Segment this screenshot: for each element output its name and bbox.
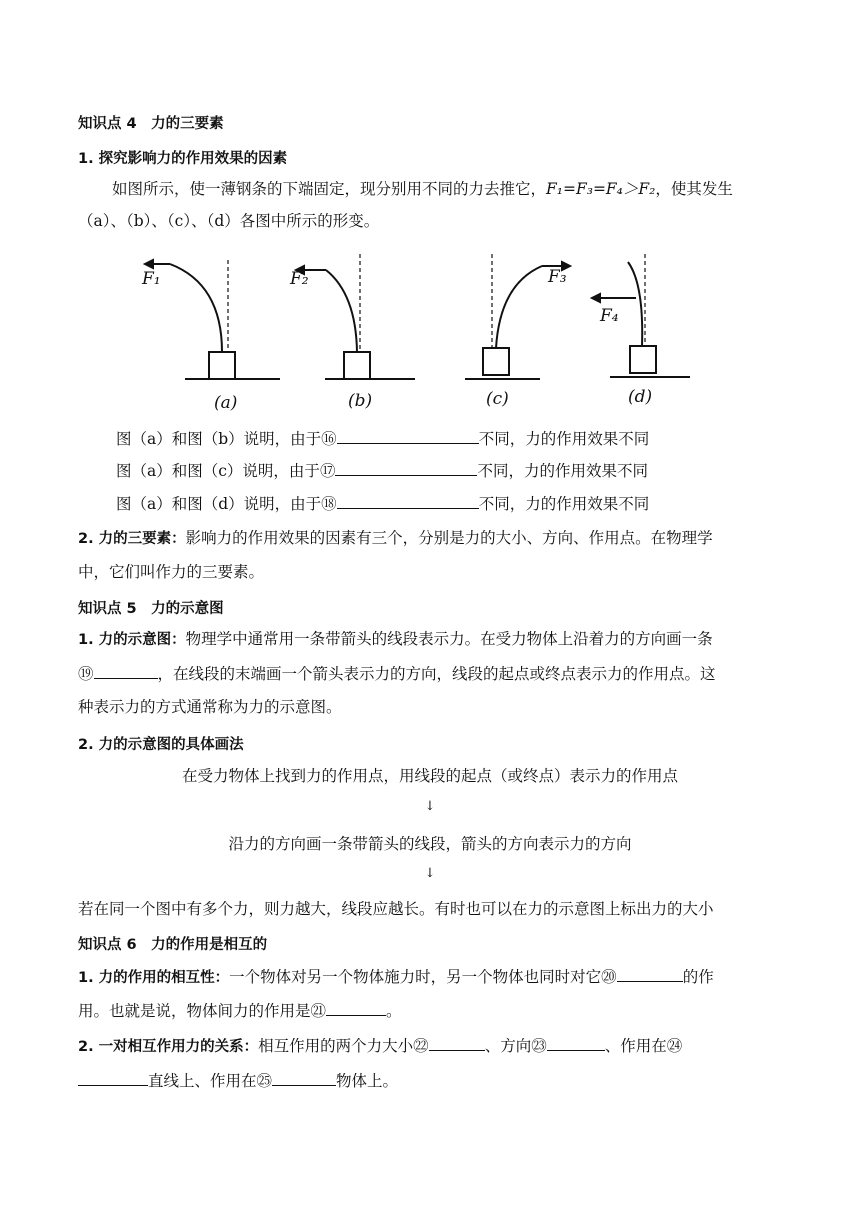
q24-num: ㉔ [666, 1037, 683, 1055]
q18-post: 不同，力的作用效果不同 [478, 495, 650, 513]
step3: 若在同一个图中有多个力，则力越大，线段应越长。有时也可以在力的示意图上标出力的大小 [78, 900, 714, 918]
q25-num: ㉕ [256, 1072, 273, 1090]
kp4-intro-eq: F₁=F₃=F₄＞F₂ [546, 180, 656, 198]
kp6-s2-on: 、作用在 [604, 1037, 667, 1055]
kp4-s1-title: 1. 探究影响力的作用效果的因素 [78, 151, 288, 167]
q17-pre: 图（a）和图（c）说明，由于 [116, 462, 320, 480]
panel-a [145, 260, 280, 379]
panel-b [296, 254, 415, 379]
q19-num: ⑲ [78, 665, 94, 683]
kp6-s2-title: 2. 一对相互作用力的关系： [78, 1039, 259, 1055]
q18-blank[interactable] [337, 492, 479, 509]
kp4-intro-a: 如图所示，使一薄钢条的下端固定，现分别用不同的力去推它， [112, 180, 547, 198]
kp5-s1-line3: 种表示力的方式通常称为力的示意图。 [78, 698, 342, 716]
kp6-s1-text2-end: 。 [386, 1002, 402, 1020]
kp6-s2-text: 相互作用的两个力大小 [258, 1037, 414, 1055]
kp4-s2-text: 影响力的作用效果的因素有三个，分别是力的大小、方向、作用点。在物理学 [185, 529, 713, 547]
q16-num: ⑯ [321, 430, 337, 448]
q22-num: ㉒ [413, 1037, 429, 1055]
down-arrow-icon-2: ↓ [424, 866, 436, 881]
q17-line [116, 459, 648, 482]
kp6-s1-text2: 用。也就是说，物体间力的作用是 [78, 1002, 311, 1020]
q17-num: ⑰ [319, 462, 336, 480]
kp6-s2-line2a: 直线上、作用在 [148, 1072, 257, 1090]
spring-steel-figure [130, 244, 710, 420]
step2: 沿力的方向画一条带箭头的线段，箭头的方向表示力的方向 [228, 835, 632, 853]
q16-blank[interactable] [337, 427, 479, 444]
q24-blank[interactable] [78, 1069, 148, 1086]
q21-num: ㉑ [310, 1002, 327, 1020]
kp4-intro-line1 [112, 178, 733, 200]
kp6-s1-title: 1. 力的作用的相互性： [78, 970, 230, 986]
kp6-s1-line1 [78, 965, 714, 989]
label-f1: F₁ [142, 269, 161, 289]
kp6-title: 知识点 6 力的作用是相互的 [78, 937, 268, 953]
q18-pre: 图（a）和图（d）说明，由于 [116, 495, 322, 513]
q23-blank[interactable] [547, 1034, 605, 1051]
caption-b: (b) [348, 391, 373, 411]
q16-post: 不同，力的作用效果不同 [478, 430, 650, 448]
q20-num: ⑳ [601, 968, 617, 986]
q20-blank[interactable] [617, 965, 683, 982]
caption-d: (d) [628, 387, 653, 407]
kp6-s2-dir: 、方向 [484, 1037, 532, 1055]
caption-c: (c) [486, 389, 509, 409]
label-f2: F₂ [290, 269, 309, 289]
q25-blank[interactable] [272, 1069, 336, 1086]
kp5-s1-title: 1. 力的示意图： [78, 632, 186, 648]
kp4-s2-line1 [78, 527, 713, 550]
q23-num: ㉓ [531, 1037, 547, 1055]
q16-pre: 图（a）和图（b）说明，由于 [116, 430, 322, 448]
kp5-s1-text2: ，在线段的末端画一个箭头表示力的方向，线段的起点或终点表示力的作用点。这 [157, 665, 716, 683]
kp5-s1-text: 物理学中通常用一条带箭头的线段表示力。在受力物体上沿着力的方向画一条 [185, 630, 713, 648]
kp6-s2-line1 [78, 1034, 682, 1058]
q18-num: ⑱ [321, 495, 337, 513]
q16-line [116, 427, 649, 450]
q19-blank[interactable] [94, 662, 158, 679]
kp4-s2-title: 2. 力的三要素： [78, 531, 186, 547]
kp4-s2-line2: 中，它们叫作力的三要素。 [78, 563, 265, 581]
kp5-s1-line2 [78, 662, 716, 685]
kp5-s2-title: 2. 力的示意图的具体画法 [78, 737, 244, 753]
step1: 在受力物体上找到力的作用点，用线段的起点（或终点）表示力的作用点 [181, 767, 678, 785]
kp4-title: 知识点 4 力的三要素 [78, 116, 224, 132]
label-f3: F₃ [548, 267, 567, 287]
q17-post: 不同，力的作用效果不同 [477, 462, 648, 480]
kp5-s1-line1 [78, 628, 713, 651]
kp4-intro-b: ，使其发生 [655, 180, 733, 198]
q21-blank[interactable] [326, 999, 386, 1016]
kp4-intro-line2: （a）、（b）、（c）、（d）各图中所示的形变。 [78, 212, 380, 230]
down-arrow-icon: ↓ [424, 799, 436, 814]
q22-blank[interactable] [429, 1034, 485, 1051]
label-f4: F₄ [600, 306, 619, 326]
kp6-s1-end: 的作 [682, 968, 714, 986]
kp6-s1-line2 [78, 999, 402, 1022]
deformation-diagram [130, 244, 710, 416]
kp6-s2-line2b: 物体上。 [336, 1072, 399, 1090]
q17-blank[interactable] [335, 459, 477, 476]
kp6-s2-line2 [78, 1069, 398, 1092]
kp5-title: 知识点 5 力的示意图 [78, 601, 224, 617]
kp6-s1-text: 一个物体对另一个物体施力时，另一个物体也同时对它 [229, 968, 602, 986]
caption-a: (a) [214, 393, 238, 413]
q18-line [116, 492, 649, 515]
